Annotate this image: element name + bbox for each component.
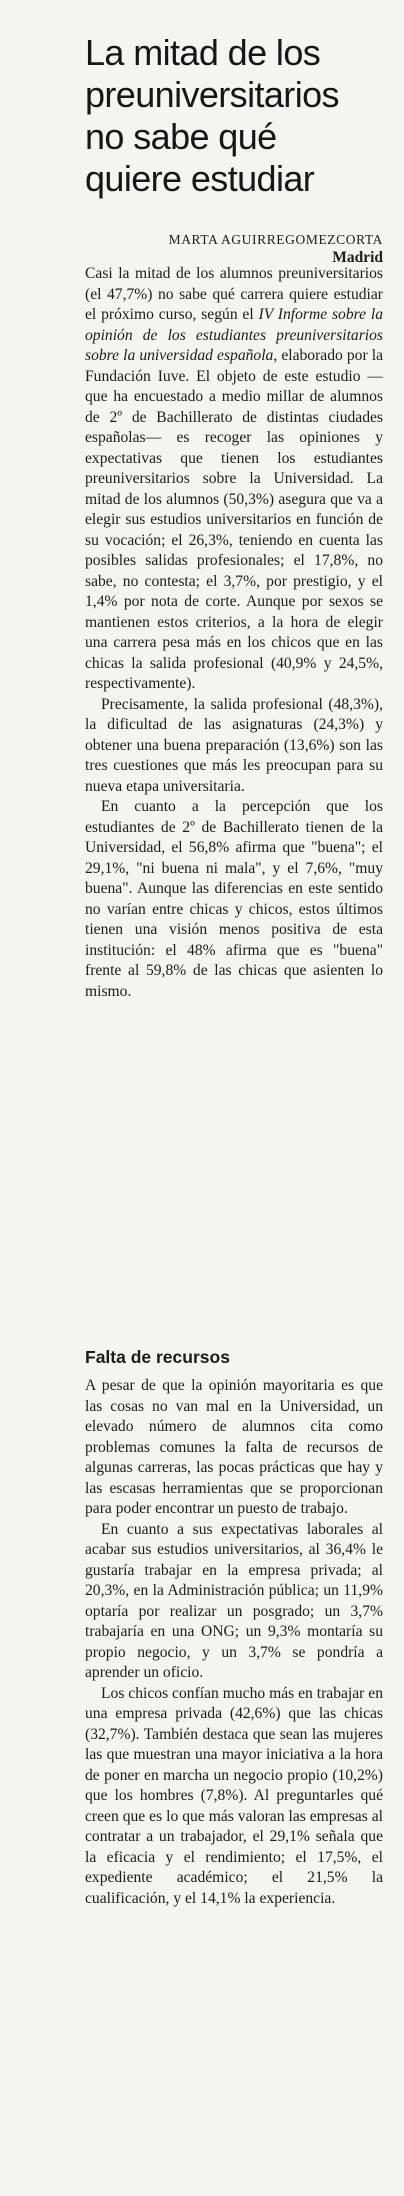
sidebar-paragraph: En cuanto a sus expectativas laborales al acabar sus estudios universitarios, al 36,4% le gustaría trabajar en la empresa privada; al 20,3%, en la Administración pública; un 11,9% optaría por realizar un posgrado; un 3,7% trabajaría en una ONG; un 9,3% montaría su propio negocio, y un 3,7% se pondría a aprender un oficio. [85,1520,383,1681]
dateline: Madrid [332,249,383,266]
sidebar-paragraph: A pesar de que la opinión mayoritaria es que las cosas no van mal en la Universidad, un elevado número de alumnos cita como problemas comunes la falta de recursos de algunas carreras, las pocas prácticas que hay y las escasas herramientas que se proporcionan para poder encontrar un puesto de trabajo. [85,1377,383,1517]
section-subhead: Falta de recursos [85,1347,230,1367]
headline [85,32,383,200]
headline-line: quiere estudiar [85,158,315,199]
sidebar-body [85,1376,383,1909]
paragraph-text: , elaborado por la Fundación Iuve. El objeto de este estudio —que ha encuestado a medio millar de alumnos de 2º de Bachillerato de distintas ciudades españolas— es recoger las opiniones y expectativas que tienen los estudiantes preuniversitarios sobre la Universidad. La mitad de los alumnos (50,3%) asegura que va a elegir sus estudios universitarios en función de su vocación; el 26,3%, teniendo en cuenta las posibles salidas profesionales; el 17,8%, no sabe, no contesta; el 3,7%, por prestigio, y el 1,4% por nota de corte. Aunque por sexos se mantienen estos criterios, a la hora de elegir una carrera pesa más en los chicos que en las chicas la salida profesional (40,9% y 24,5%, respectivamente). [85,347,383,692]
article-paragraph: Precisamente, la salida profesional (48,3%), la dificultad de las asignaturas (24,3%) y obtener una buena preparación (13,6%) son las tres cuestiones que más les preocupan para su nueva etapa universitaria. [85,695,383,795]
headline-line: preuniversitarios [85,74,339,115]
headline-line: La mitad de los [85,32,321,73]
article-paragraph: En cuanto a la percepción que los estudiantes de 2º de Bachillerato tienen de la Universidad, el 56,8% afirma que "buena"; el 29,1%, "ni buena ni mala", y el 7,6%, "muy buena". Aunque las diferencias en este sentido no varían entre chicas y chicos, estos últimos tienen una visión menos positiva de esta institución: el 48% afirma que es "buena" frente al 59,8% de las chicas que asienten lo mismo. [85,798,383,1000]
article-body [85,264,383,1002]
paragraph-text: Casi la mitad de los alumnos preuniversitarios (el 47,7%) no sabe qué carrera quiere estudiar el próximo curso, según el [85,265,383,323]
sidebar-paragraph: Los chicos confían mucho más en trabajar en una empresa privada (42,6%) que las chicas (32,7%). También destaca que sean las mujeres las que muestran una mayor iniciativa a la hora de poner en marcha un negocio propio (10,2%) que los hombres (7,8%). Al preguntarles qué creen que es lo que más valoran las empresas al contratar a un trabajador, el 29,1% señala que la eficacia y el rendimiento; el 17,5%, el expediente académico; el 21,5% la cualificación, y el 14,1% la experiencia. [85,1684,383,1907]
byline: MARTA AGUIRREGOMEZCORTA [168,232,383,247]
report-title: IV Informe sobre la opinión de los estudiantes preuniversitarios sobre la universidad española [85,306,383,364]
article-paragraph [85,264,383,695]
headline-line: no sabe qué [85,116,277,157]
